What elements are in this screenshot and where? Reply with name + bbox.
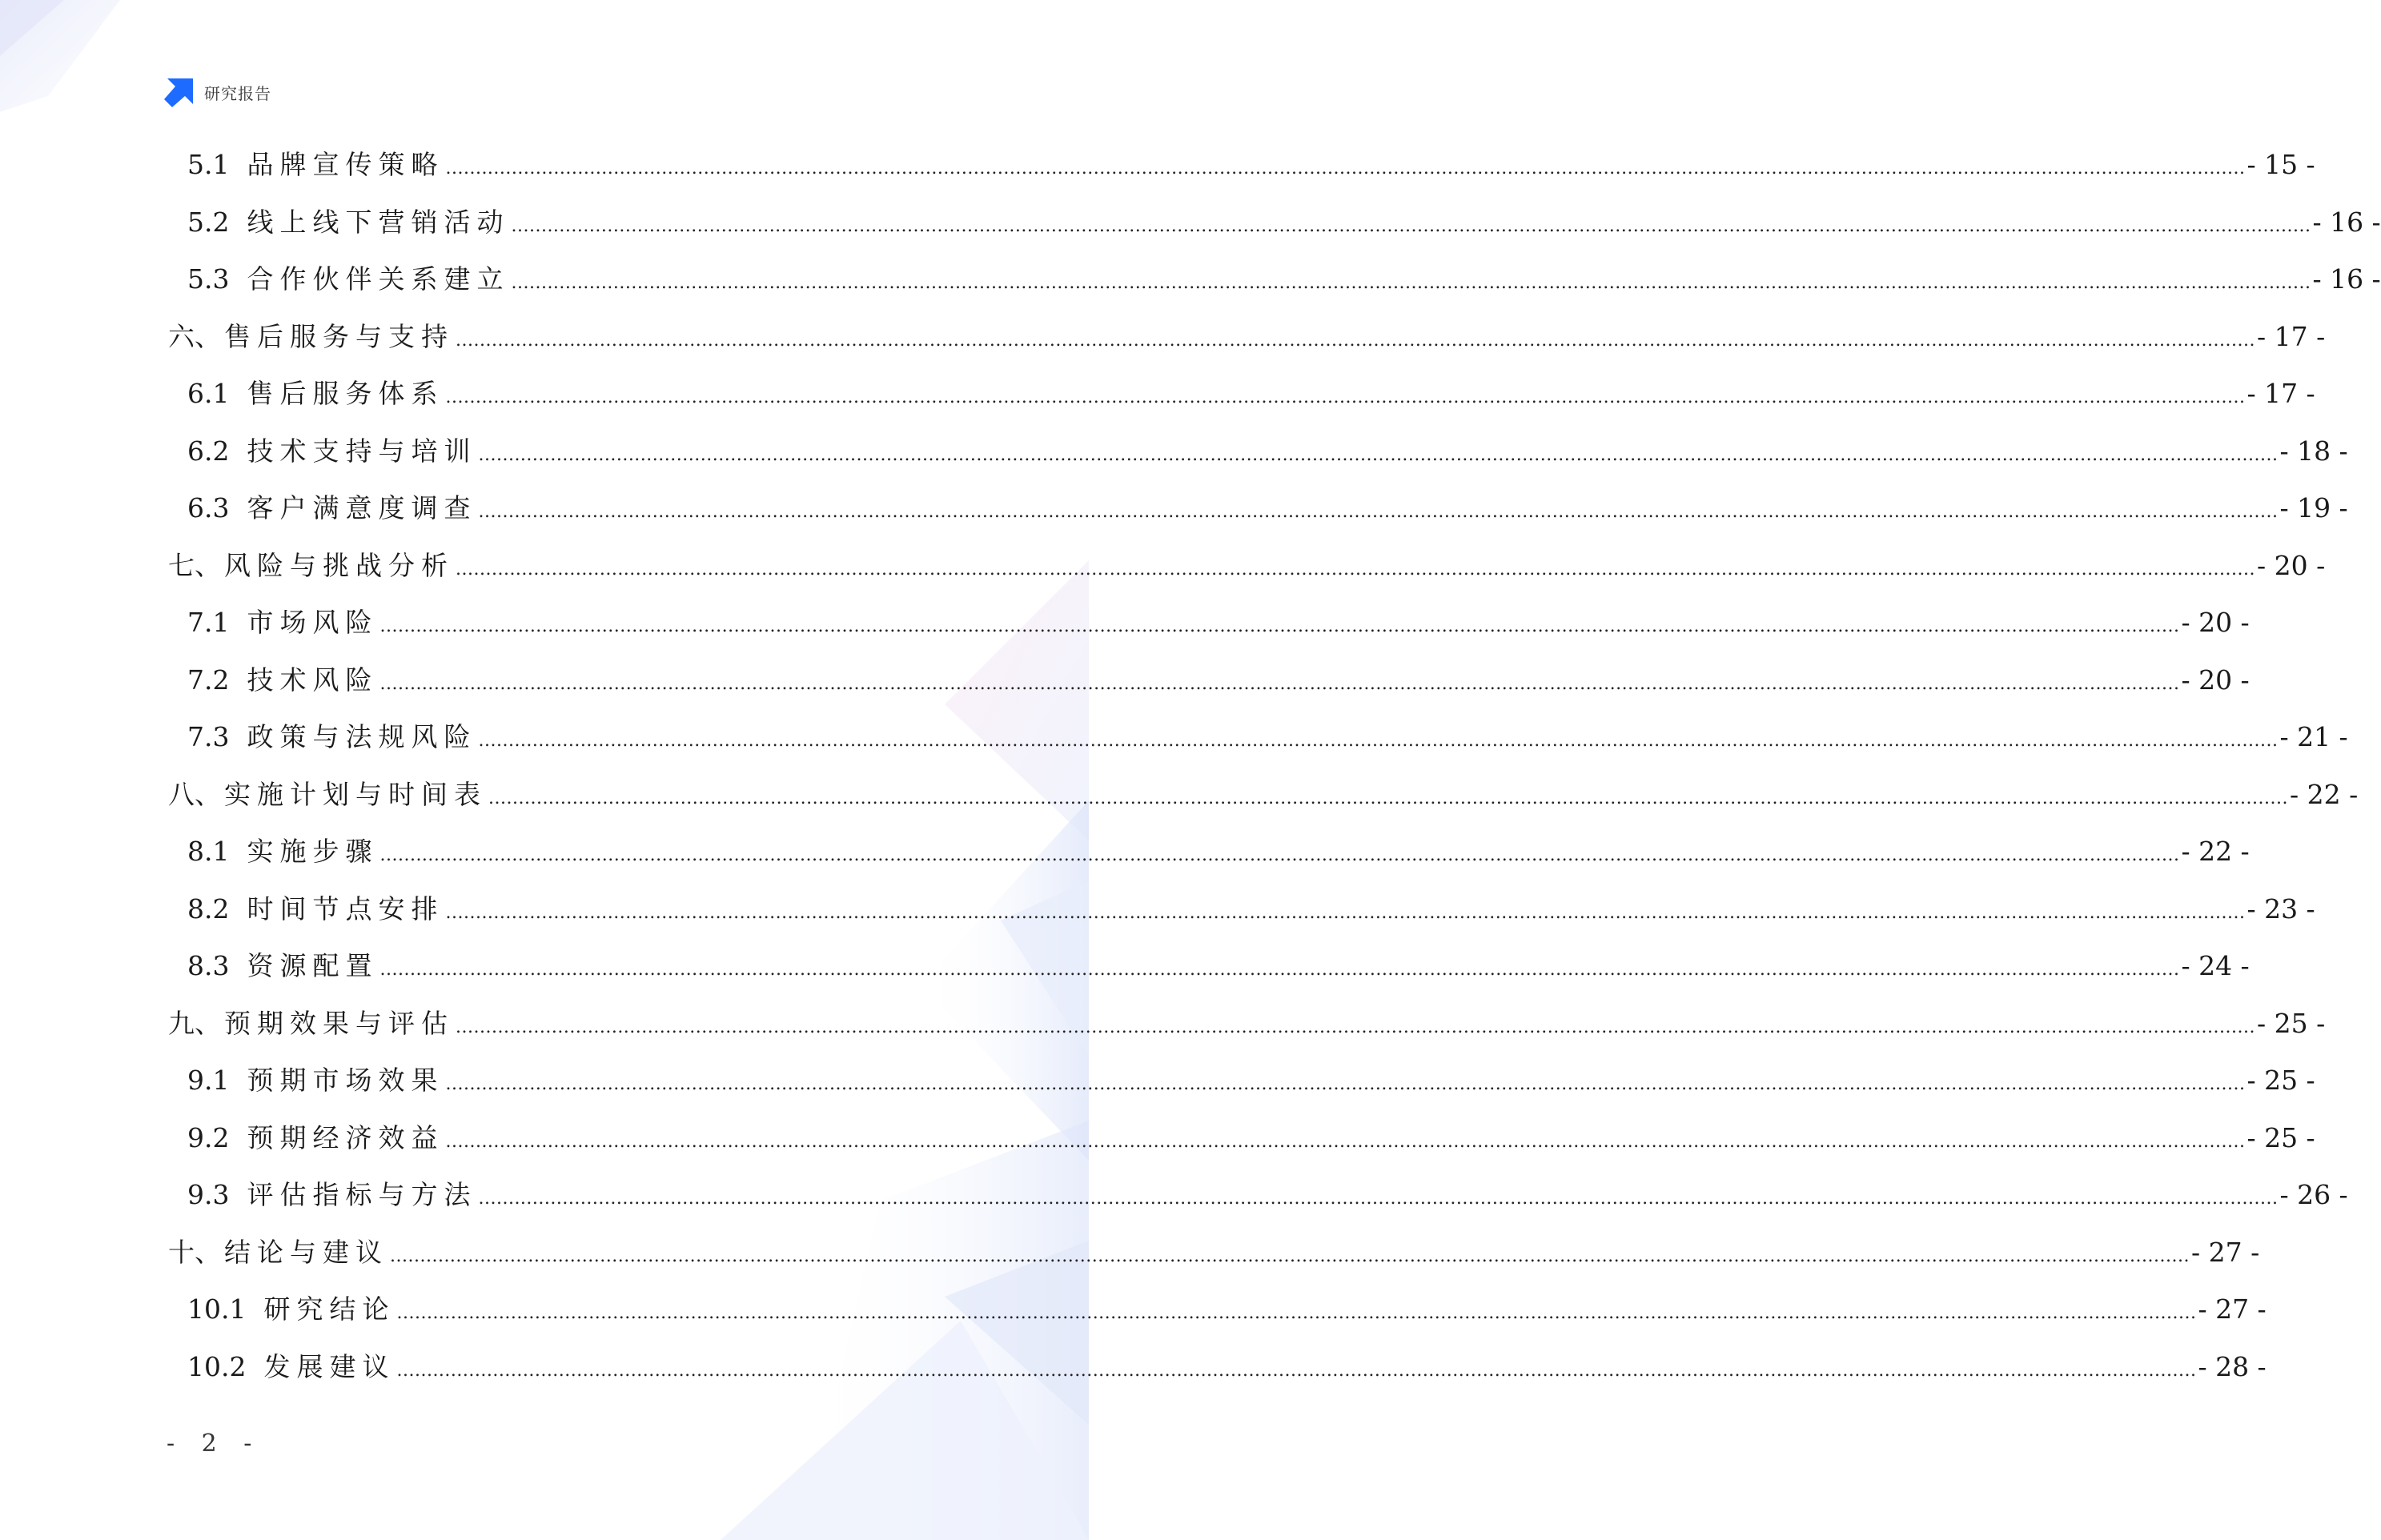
toc-entry-title: 评估指标与方法 — [247, 1179, 477, 1210]
toc-entry-title: 实施步骤 — [247, 836, 379, 867]
toc-dot-leader: ............................................................................................................................................................................................................................................................................................................ — [379, 673, 2180, 694]
toc-entry-number: 6.2 — [187, 435, 230, 467]
toc-dot-leader: ............................................................................................................................................................................................................................................................................................................ — [390, 1245, 2190, 1266]
toc-entry[interactable] — [168, 423, 2348, 480]
toc-entry[interactable] — [168, 194, 2381, 251]
toc-dot-leader: ............................................................................................................................................................................................................................................................................................................ — [456, 1017, 2255, 1037]
toc-entry-title: 合作伙伴关系建立 — [247, 263, 510, 295]
toc-entry-page: - 20 - — [2181, 607, 2250, 638]
toc-entry[interactable] — [168, 1166, 2348, 1224]
toc-entry-page: - 26 - — [2279, 1179, 2348, 1210]
toc-entry[interactable] — [168, 537, 2326, 595]
toc-entry[interactable] — [168, 995, 2326, 1053]
table-of-contents — [168, 136, 2381, 1395]
toc-entry-title: 发展建议 — [263, 1350, 395, 1382]
report-header — [164, 77, 271, 107]
toc-dot-leader: ............................................................................................................................................................................................................................................................................................................ — [379, 616, 2180, 636]
toc-entry-number: 8.2 — [187, 892, 230, 924]
toc-entry-page: - 15 - — [2246, 149, 2315, 180]
toc-entry-number: 9.2 — [187, 1121, 230, 1153]
toc-entry-page: - 16 - — [2312, 263, 2381, 295]
arrow-up-right-icon — [164, 77, 195, 107]
toc-dot-leader: ............................................................................................................................................................................................................................................................................................................ — [379, 845, 2180, 865]
toc-entry[interactable] — [168, 1338, 2267, 1396]
toc-entry-number: 十、 — [168, 1236, 221, 1268]
toc-entry-page: - 20 - — [2256, 549, 2326, 581]
toc-dot-leader: ............................................................................................................................................................................................................................................................................................................ — [445, 1074, 2246, 1094]
toc-entry-page: - 20 - — [2181, 664, 2250, 696]
toc-entry-page: - 21 - — [2279, 721, 2348, 752]
toc-entry-number: 10.2 — [187, 1350, 247, 1382]
toc-entry-page: - 18 - — [2279, 435, 2348, 467]
toc-entry[interactable] — [168, 1109, 2315, 1167]
toc-entry-page: - 27 - — [2198, 1293, 2267, 1325]
toc-entry-page: - 17 - — [2256, 320, 2326, 352]
toc-entry-number: 9.1 — [187, 1065, 230, 1096]
toc-entry[interactable] — [168, 652, 2250, 709]
toc-entry-title: 研究结论 — [263, 1293, 395, 1325]
toc-entry-page: - 25 - — [2246, 1065, 2315, 1096]
toc-entry[interactable] — [168, 1281, 2267, 1338]
toc-dot-leader: ............................................................................................................................................................................................................................................................................................................ — [478, 502, 2279, 522]
toc-dot-leader: ............................................................................................................................................................................................................................................................................................................ — [478, 444, 2279, 465]
toc-entry-number: 八、 — [168, 778, 221, 810]
toc-entry-title: 市场风险 — [247, 607, 379, 638]
toc-dot-leader: ............................................................................................................................................................................................................................................................................................................ — [445, 1131, 2246, 1152]
toc-entry-number: 7.1 — [187, 607, 230, 638]
toc-entry-page: - 27 - — [2190, 1236, 2260, 1268]
toc-entry-title: 预期市场效果 — [247, 1065, 444, 1096]
toc-entry[interactable] — [168, 880, 2315, 938]
toc-dot-leader: ............................................................................................................................................................................................................................................................................................................ — [511, 215, 2311, 236]
toc-entry-number: 9.3 — [187, 1179, 230, 1210]
toc-entry-page: - 19 - — [2279, 492, 2348, 523]
toc-entry[interactable] — [168, 594, 2250, 652]
toc-entry-page: - 16 - — [2312, 206, 2381, 238]
toc-entry-title: 资源配置 — [247, 950, 379, 981]
toc-entry[interactable] — [168, 136, 2315, 194]
toc-entry-number: 10.1 — [187, 1293, 247, 1325]
toc-entry-page: - 28 - — [2198, 1350, 2267, 1382]
toc-entry-number: 7.2 — [187, 664, 230, 696]
toc-entry-title: 品牌宣传策略 — [247, 149, 444, 180]
toc-dot-leader: ............................................................................................................................................................................................................................................................................................................ — [478, 731, 2279, 751]
toc-entry-title: 结论与建议 — [224, 1236, 388, 1268]
toc-entry-title: 线上线下营销活动 — [247, 206, 510, 238]
toc-entry-title: 技术风险 — [247, 664, 379, 696]
toc-entry[interactable] — [168, 365, 2315, 423]
toc-dot-leader: ............................................................................................................................................................................................................................................................................................................ — [396, 1303, 2197, 1323]
toc-entry-page: - 17 - — [2246, 378, 2315, 409]
toc-entry-number: 8.3 — [187, 950, 230, 981]
toc-entry-title: 风险与挑战分析 — [224, 549, 454, 581]
toc-entry-title: 预期经济效益 — [247, 1121, 444, 1153]
toc-entry-title: 时间节点安排 — [247, 892, 444, 924]
toc-dot-leader: ............................................................................................................................................................................................................................................................................................................ — [379, 960, 2180, 980]
toc-entry-number: 7.3 — [187, 721, 230, 752]
toc-entry-number: 6.3 — [187, 492, 230, 523]
toc-entry-page: - 24 - — [2181, 950, 2250, 981]
toc-entry-page: - 22 - — [2289, 778, 2359, 810]
toc-entry-page: - 25 - — [2246, 1121, 2315, 1153]
toc-entry[interactable] — [168, 479, 2348, 537]
toc-entry-page: - 23 - — [2246, 892, 2315, 924]
toc-entry-page: - 25 - — [2256, 1007, 2326, 1039]
toc-entry[interactable] — [168, 251, 2381, 308]
toc-dot-leader: ............................................................................................................................................................................................................................................................................................................ — [456, 330, 2255, 351]
toc-dot-leader: ............................................................................................................................................................................................................................................................................................................ — [511, 273, 2311, 293]
toc-entry-number: 5.3 — [187, 263, 230, 295]
toc-entry-title: 售后服务与支持 — [224, 320, 454, 352]
toc-entry-number: 5.2 — [187, 206, 230, 238]
toc-entry[interactable] — [168, 1224, 2260, 1281]
toc-dot-leader: ............................................................................................................................................................................................................................................................................................................ — [445, 158, 2246, 178]
page-number: - 2 - — [167, 1430, 262, 1458]
toc-entry-number: 九、 — [168, 1007, 221, 1039]
toc-dot-leader: ............................................................................................................................................................................................................................................................................................................ — [488, 788, 2288, 808]
toc-entry-number: 六、 — [168, 320, 221, 352]
brand-text: 研究报告 — [204, 83, 271, 103]
toc-entry-number: 七、 — [168, 549, 221, 581]
toc-entry-title: 实施计划与时间表 — [224, 778, 487, 810]
toc-dot-leader: ............................................................................................................................................................................................................................................................................................................ — [396, 1360, 2197, 1381]
toc-entry[interactable] — [168, 937, 2250, 995]
toc-entry-number: 5.1 — [187, 149, 230, 180]
toc-entry-title: 预期效果与评估 — [224, 1007, 454, 1039]
toc-dot-leader: ............................................................................................................................................................................................................................................................................................................ — [456, 559, 2255, 580]
toc-dot-leader: ............................................................................................................................................................................................................................................................................................................ — [445, 387, 2246, 407]
toc-entry[interactable] — [168, 1052, 2315, 1109]
toc-entry-title: 售后服务体系 — [247, 378, 444, 409]
toc-entry[interactable] — [168, 308, 2326, 366]
toc-entry[interactable] — [168, 766, 2359, 824]
toc-entry-title: 政策与法规风险 — [247, 721, 477, 752]
toc-entry-number: 6.1 — [187, 378, 230, 409]
toc-dot-leader: ............................................................................................................................................................................................................................................................................................................ — [478, 1189, 2279, 1209]
toc-entry-page: - 22 - — [2181, 836, 2250, 867]
toc-entry-title: 客户满意度调查 — [247, 492, 477, 523]
toc-entry-number: 8.1 — [187, 836, 230, 867]
toc-dot-leader: ............................................................................................................................................................................................................................................................................................................ — [445, 902, 2246, 923]
toc-entry[interactable] — [168, 823, 2250, 880]
toc-entry-title: 技术支持与培训 — [247, 435, 477, 467]
toc-entry[interactable] — [168, 708, 2348, 766]
